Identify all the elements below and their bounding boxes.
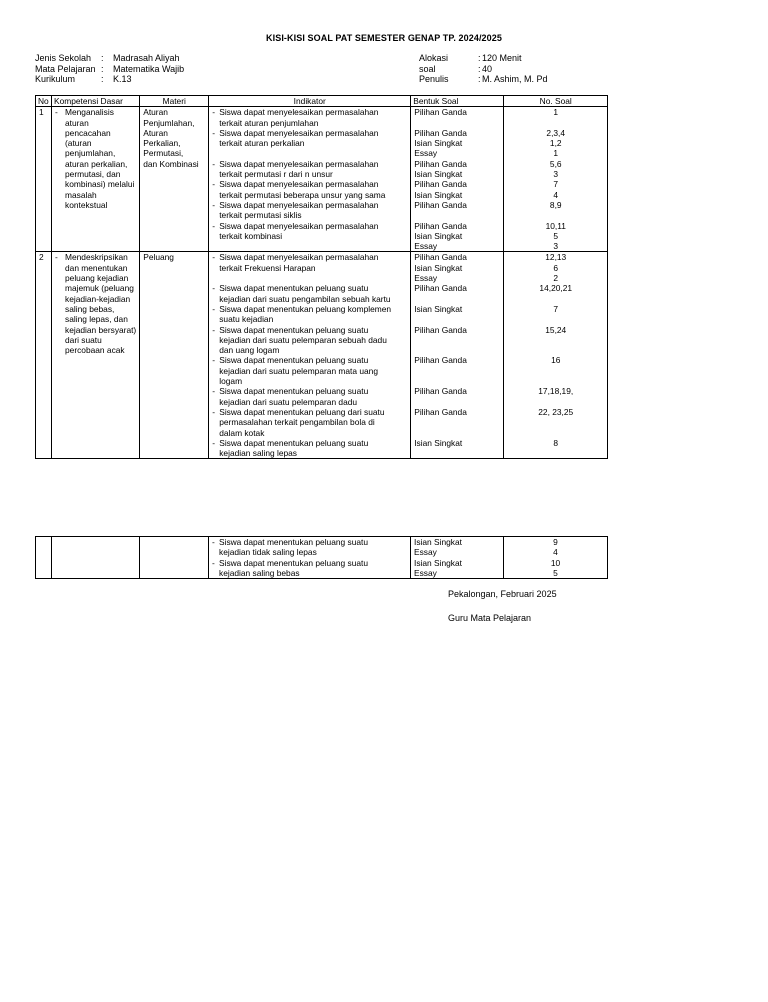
bentuk-line: Isian Singkat (414, 189, 463, 200)
indicator-line: Siswa dapat menyelesaikan permasalahan (219, 252, 379, 263)
indicator-line: kejadian dari suatu pelemparan sebuah dadu (219, 334, 387, 345)
bentuk-line: Isian Singkat (414, 537, 462, 547)
kd-line: dan menentukan (65, 262, 128, 273)
nosoal-line: 10 (550, 557, 561, 568)
indicator-line: terkait aturan perkalian (219, 138, 305, 149)
indicator-dash: - (212, 557, 215, 568)
indicator-line: Siswa dapat menentukan peluang komplemen (219, 303, 392, 314)
kd-line: Menganalisis (65, 107, 114, 118)
bentuk-line: Isian Singkat (414, 138, 463, 149)
bentuk-line: Essay (414, 148, 438, 159)
indicator-dash: - (212, 158, 216, 169)
nosoal-line: 2 (553, 273, 559, 284)
bentuk-line (414, 335, 500, 345)
bentuk-line (414, 417, 500, 427)
kd-line: peluang kejadian (65, 273, 129, 284)
meta-key: Jenis Sekolah (35, 53, 92, 63)
bentuk-line: Isian Singkat (414, 557, 462, 568)
indicator-dash: - (212, 252, 216, 263)
nosoal-line: 14,20,21 (539, 283, 573, 294)
indicator-item (212, 252, 407, 273)
kd-line: saling bebas, (65, 303, 115, 314)
indicator-dash: - (212, 537, 215, 547)
meta-key: Kurikulum (35, 74, 76, 84)
nosoal-line: 5 (553, 567, 558, 578)
bentuk-line: Pilihan Ganda (414, 252, 467, 263)
indicator-line: Siswa dapat menentukan peluang dari suatu (219, 406, 385, 417)
materi-line: Penjumlahan, (143, 117, 195, 128)
nosoal-line: 4 (553, 189, 559, 200)
indicator-item (212, 537, 407, 558)
row-materi (140, 107, 209, 252)
meta-row-questions (419, 64, 548, 75)
indicator-line: permasalahan terkait pengambilan bola di (219, 417, 375, 428)
meta-right (419, 53, 548, 85)
row-no: 2 (36, 252, 52, 459)
nosoal-line: 3 (553, 169, 559, 180)
header-row (36, 96, 608, 107)
nosoal-line: 6 (553, 262, 559, 273)
kd-line: pencacahan (65, 127, 111, 138)
bentuk-line: Essay (414, 547, 437, 558)
indicator-item (212, 355, 407, 386)
indicator-item (212, 221, 407, 242)
row-materi (140, 537, 209, 579)
kd-line: permutasi, dan (65, 169, 121, 180)
nosoal-line: 1 (553, 107, 559, 118)
indicator-line: Siswa dapat menyelesaikan permasalahan (219, 107, 379, 118)
materi-line: Peluang (143, 252, 174, 263)
header-indikator: Indikator (209, 96, 411, 107)
nosoal-line: 5 (553, 230, 559, 241)
row-kd (52, 537, 140, 579)
indicator-text (219, 304, 407, 325)
kd-line: kombinasi) melalui (65, 179, 135, 190)
meta-row-subject (35, 64, 184, 75)
nosoal-line: 10,11 (545, 220, 566, 231)
bentuk-line (414, 428, 500, 438)
indicator-line: Siswa dapat menentukan peluang suatu (219, 324, 369, 335)
indicator-text (219, 148, 407, 158)
indicator-line: logam (219, 376, 243, 387)
kd-text (65, 107, 134, 210)
meta-colon: : (101, 53, 104, 63)
header-nosoal: No. Soal (504, 96, 608, 107)
meta-value: M. Ashim, M. Pd (482, 74, 548, 84)
nosoal-line: 9 (553, 537, 558, 547)
indicator-item (212, 325, 407, 356)
indicator-dash: - (212, 324, 216, 335)
indicator-text (219, 107, 407, 128)
nosoal-line (507, 294, 604, 304)
indicator-text (219, 128, 407, 149)
row-bentuk (411, 537, 504, 579)
kd-dash: - (55, 252, 58, 263)
indicator-line: terkait permutasi beberapa unsur yang sama (219, 189, 386, 200)
nosoal-line: 8 (553, 437, 559, 448)
indicator-line: dalam kotak (219, 427, 265, 438)
bentuk-line: Pilihan Ganda (414, 158, 467, 169)
bentuk-line: Essay (414, 241, 438, 252)
indicator-text (219, 179, 407, 200)
nosoal-line: 1 (553, 148, 559, 159)
indicator-dash: - (212, 199, 216, 210)
nosoal-line (507, 417, 604, 427)
meta-colon: : (478, 53, 481, 63)
kd-line: (aturan (65, 138, 92, 149)
kd-line: kejadian-kejadian (65, 293, 131, 304)
nosoal-line (507, 397, 604, 407)
indicator-line: dan uang logam (219, 345, 280, 356)
meta-key: Alokasi (419, 53, 449, 63)
kd-line: aturan perkalian, (65, 158, 128, 169)
row-bentuk (411, 107, 504, 252)
sign-role: Guru Mata Pelajaran (448, 613, 532, 623)
materi-line: Aturan (143, 107, 168, 118)
indicator-text (219, 537, 407, 558)
bentuk-line: Pilihan Ganda (414, 220, 467, 231)
indicator-line: Siswa dapat menentukan peluang suatu (219, 355, 369, 366)
bentuk-line: Pilihan Ganda (414, 127, 467, 138)
indicator-dash: - (212, 437, 216, 448)
indicator-line: Siswa dapat menyelesaikan permasalahan (219, 199, 379, 210)
nosoal-line: 12,13 (545, 252, 567, 263)
indicator-line: kejadian dari suatu pelemparan dadu (219, 396, 358, 407)
header-no: No (36, 96, 52, 107)
indicator-text (219, 221, 407, 242)
indicator-item (212, 200, 407, 221)
bentuk-line (414, 294, 500, 304)
indicator-line: Siswa dapat menentukan peluang suatu (219, 537, 368, 547)
indicator-item (212, 148, 407, 158)
kd-line: masalah (65, 189, 97, 200)
kd-text (65, 252, 136, 355)
nosoal-line (507, 428, 604, 438)
indicator-text (219, 283, 407, 304)
bentuk-line (414, 376, 500, 386)
indicator-line: Siswa dapat menentukan peluang suatu (219, 386, 369, 397)
table-row (36, 537, 608, 579)
row-indikator (209, 252, 411, 459)
kd-line: Mendeskripsikan (65, 252, 128, 263)
row-no: 1 (36, 107, 52, 252)
indicator-text (219, 273, 407, 283)
indicator-line: Siswa dapat menyelesaikan permasalahan (219, 179, 379, 190)
nosoal-line (507, 376, 604, 386)
nosoal-line: 5,6 (549, 158, 562, 169)
kd-line: kejadian bersyarat) (65, 324, 137, 335)
meta-colon: : (101, 74, 104, 84)
row-indikator (209, 107, 411, 252)
row-no (36, 537, 52, 579)
meta-colon: : (478, 63, 481, 74)
materi-line: dan Kombinasi (143, 158, 199, 169)
nosoal-line (507, 345, 604, 355)
sign-place-date: Pekalongan, Februari 2025 (448, 589, 557, 599)
indicator-line: terkait permutasi r dari n unsur (219, 169, 333, 180)
document-title: KISI-KISI SOAL PAT SEMESTER GENAP TP. 2024/2025 (266, 33, 502, 43)
indicator-dash: - (212, 406, 216, 417)
indicator-line: Siswa dapat menentukan peluang suatu (219, 283, 369, 294)
row-nosoal (504, 537, 608, 579)
indicator-line: Siswa dapat menyelesaikan permasalahan (219, 220, 379, 231)
grid-table-main (35, 95, 608, 459)
nosoal-line (507, 335, 604, 345)
bentuk-line: Pilihan Ganda (414, 107, 467, 118)
nosoal-line: 7 (553, 179, 559, 190)
bentuk-line: Pilihan Ganda (414, 406, 467, 417)
indicator-line: kejadian dari suatu pelemparan mata uang (219, 365, 378, 376)
indicator-line: terkait Frekuensi Harapan (219, 262, 316, 273)
kd-line: kontekstual (65, 199, 108, 210)
indicator-text (219, 438, 407, 459)
nosoal-line: 15,24 (545, 324, 567, 335)
bentuk-line: Isian Singkat (414, 437, 463, 448)
indicator-dash (212, 273, 219, 283)
nosoal-line (507, 314, 604, 324)
indicator-line: kejadian saling lepas (219, 448, 297, 459)
indicator-text (219, 200, 407, 221)
nosoal-line: 17,18,19, (538, 386, 574, 397)
meta-row-allocation (419, 53, 548, 64)
indicator-text (219, 407, 407, 438)
meta-value: Matematika Wajib (113, 63, 185, 74)
meta-row-curriculum (35, 74, 184, 85)
indicator-line (219, 148, 407, 158)
indicator-text (219, 355, 407, 386)
indicator-dash: - (212, 386, 216, 397)
materi-line: Aturan (143, 127, 168, 138)
nosoal-line: 1,2 (549, 138, 562, 149)
indicator-item (212, 128, 407, 149)
nosoal-line: 4 (553, 547, 558, 558)
indicator-dash: - (212, 303, 216, 314)
bentuk-line (414, 366, 500, 376)
nosoal-line (507, 118, 604, 128)
row-kd (52, 107, 140, 252)
indicator-item (212, 179, 407, 200)
grid-table-continuation (35, 536, 608, 579)
meta-key: Mata Pelajaran (35, 63, 96, 74)
indicator-line: Siswa dapat menyelesaikan permasalahan (219, 158, 379, 169)
nosoal-line (507, 366, 604, 376)
bentuk-line: Pilihan Ganda (414, 283, 467, 294)
header-bentuk: Bentuk Soal (411, 96, 504, 107)
indicator-dash: - (212, 283, 216, 294)
row-bentuk (411, 252, 504, 459)
indicator-text (219, 159, 407, 180)
indicator-line (219, 273, 407, 283)
kd-line: saling lepas, dan (65, 314, 128, 325)
kd-line: aturan (65, 117, 89, 128)
bentuk-line (414, 118, 500, 128)
indicator-item (212, 107, 407, 128)
bentuk-line: Pilihan Ganda (414, 199, 467, 210)
bentuk-line: Pilihan Ganda (414, 179, 467, 190)
indicator-line: Siswa dapat menyelesaikan permasalahan (219, 127, 379, 138)
kd-line: majemuk (peluang (65, 283, 134, 294)
indicator-dash: - (212, 220, 216, 231)
nosoal-line: 3 (553, 241, 559, 252)
kd-line: penjumlahan, (65, 148, 116, 159)
meta-left (35, 53, 184, 85)
meta-row-school (35, 53, 184, 64)
header-materi: Materi (140, 96, 209, 107)
meta-row-author (419, 74, 548, 85)
meta-colon: : (101, 63, 104, 74)
table-row (36, 252, 608, 459)
meta-value: Madrasah Aliyah (113, 53, 180, 63)
indicator-line: kejadian saling bebas (219, 567, 300, 578)
indicator-dash: - (212, 107, 216, 118)
indicator-item (212, 159, 407, 180)
kd-dash: - (55, 107, 58, 118)
nosoal-line: 8,9 (549, 199, 562, 210)
bentuk-line: Isian Singkat (414, 230, 463, 241)
indicator-line: kejadian dari suatu pengambilan sebuah kartu (219, 293, 391, 304)
indicator-item (212, 283, 407, 304)
row-nosoal (504, 107, 608, 252)
row-nosoal (504, 252, 608, 459)
indicator-item (212, 386, 407, 407)
bentuk-line: Isian Singkat (414, 262, 463, 273)
indicator-item (212, 407, 407, 438)
indicator-line: terkait permutasi siklis (219, 210, 302, 221)
bentuk-line (414, 210, 500, 220)
meta-value: 120 Menit (482, 53, 522, 63)
row-kd (52, 252, 140, 459)
bentuk-line: Essay (414, 273, 438, 284)
kd-line: dari suatu (65, 334, 102, 345)
indicator-dash (212, 148, 219, 158)
meta-value: 40 (482, 63, 493, 74)
materi-line: Permutasi, (143, 148, 184, 159)
bentuk-line: Pilihan Ganda (414, 355, 467, 366)
indicator-dash: - (212, 355, 216, 366)
indicator-dash: - (212, 179, 216, 190)
bentuk-line: Pilihan Ganda (414, 386, 467, 397)
indicator-item (212, 304, 407, 325)
nosoal-line: 2,3,4 (546, 127, 566, 138)
bentuk-line (414, 314, 500, 324)
indicator-item (212, 438, 407, 459)
bentuk-line: Isian Singkat (414, 303, 463, 314)
nosoal-line: 7 (553, 303, 559, 314)
row-indikator (209, 537, 411, 579)
bentuk-line: Pilihan Ganda (414, 324, 467, 335)
nosoal-line: 22, 23,25 (538, 406, 574, 417)
bentuk-line: Isian Singkat (414, 169, 463, 180)
indicator-text (219, 386, 407, 407)
meta-value: K.13 (113, 74, 132, 84)
bentuk-line (414, 397, 500, 407)
indicator-text (219, 325, 407, 356)
header-kd: Kompetensi Dasar (52, 96, 140, 107)
nosoal-line (507, 210, 604, 220)
indicator-text (219, 252, 407, 273)
meta-key: soal (419, 63, 436, 74)
indicator-line: terkait kombinasi (219, 230, 283, 241)
indicator-text (219, 558, 407, 579)
nosoal-line: 16 (551, 355, 561, 366)
bentuk-line (414, 345, 500, 355)
indicator-dash: - (212, 127, 216, 138)
meta-key: Penulis (419, 74, 449, 84)
kd-line: percobaan acak (65, 345, 125, 356)
indicator-line: terkait aturan penjumlahan (219, 117, 319, 128)
indicator-line: Siswa dapat menentukan peluang suatu (219, 557, 368, 568)
table-row (36, 107, 608, 252)
bentuk-line: Essay (414, 567, 437, 578)
indicator-line: kejadian tidak saling lepas (219, 547, 317, 558)
meta-colon: : (478, 74, 481, 84)
indicator-item (212, 273, 407, 283)
row-materi (140, 252, 209, 459)
materi-line: Perkalian, (143, 138, 181, 149)
indicator-line: suatu kejadian (219, 314, 274, 325)
indicator-line: Siswa dapat menentukan peluang suatu (219, 437, 369, 448)
indicator-item (212, 558, 407, 579)
